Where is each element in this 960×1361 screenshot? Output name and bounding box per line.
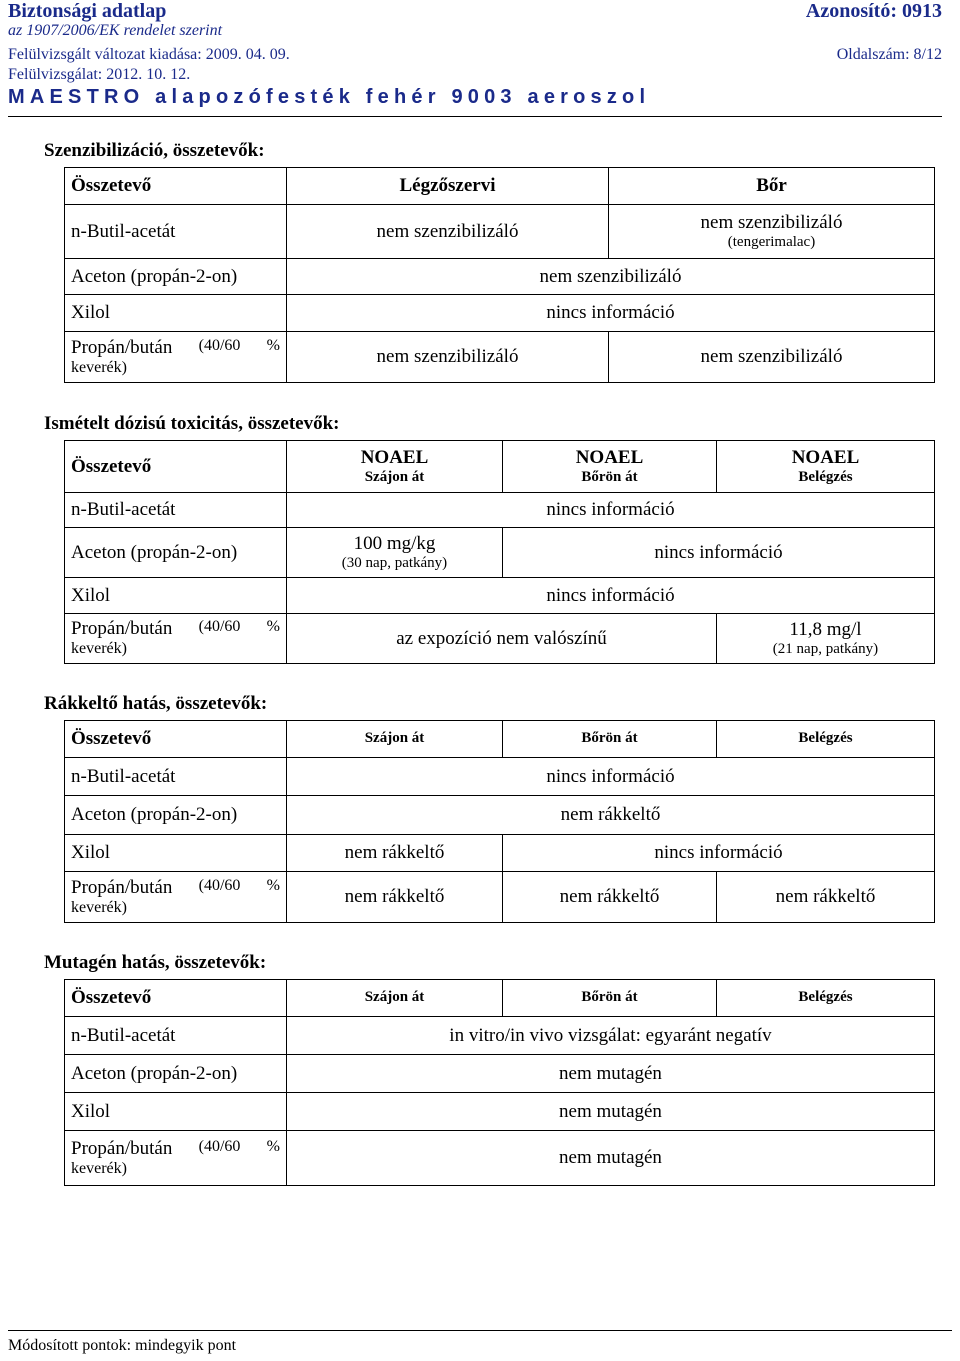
merged-value: nem mutagén	[287, 1055, 935, 1093]
col-respiratory: Légzőszervi	[287, 168, 609, 205]
component-name	[65, 332, 287, 383]
inhalation-note: (21 nap, patkány)	[772, 640, 879, 657]
merged-value: nincs információ	[287, 295, 935, 332]
component-name: Aceton (propán-2-on)	[65, 528, 287, 578]
merged-value: nem mutagén	[287, 1093, 935, 1131]
table-row	[65, 796, 935, 835]
merged-value: nem szenzibilizáló	[287, 259, 935, 295]
oral-value	[287, 528, 503, 578]
merged-value: az expozíció nem valószínű	[287, 614, 717, 664]
repeated-dose-table	[64, 440, 935, 664]
col-dermal: Bőrön át	[503, 721, 717, 758]
component-name	[65, 1131, 287, 1186]
table-row	[65, 1131, 935, 1186]
name-part: keverék)	[71, 898, 127, 916]
table-row	[65, 1093, 935, 1131]
footer-note: Módosított pontok: mindegyik pont	[8, 1337, 237, 1354]
table-header-row	[65, 168, 935, 205]
component-name: n-Butil-acetát	[65, 1017, 287, 1055]
mutagenic-title: Mutagén hatás, összetevők:	[44, 952, 267, 973]
table-row	[65, 205, 935, 259]
name-part: Propán/bután	[71, 1137, 173, 1159]
name-part: (40/60	[198, 876, 241, 894]
carcinogenic-title: Rákkeltő hatás, összetevők:	[44, 693, 268, 714]
respiratory-value: nem szenzibilizáló	[287, 205, 609, 259]
name-part: Propán/bután	[71, 876, 173, 898]
sensitization-title: Szenzibilizáció, összetevők:	[44, 140, 265, 161]
table-row	[65, 295, 935, 332]
col-dermal-route: Bőrön át	[581, 468, 638, 485]
merged-value: nem rákkeltő	[287, 796, 935, 835]
col-component: Összetevő	[65, 168, 287, 205]
table-row	[65, 758, 935, 796]
name-part: (40/60	[198, 1137, 241, 1155]
skin-note: (tengerimalac)	[727, 233, 816, 250]
col-dermal: Bőrön át	[503, 980, 717, 1017]
name-part: (40/60	[198, 618, 241, 636]
page-number: Oldalszám: 8/12	[836, 46, 942, 63]
table-row	[65, 528, 935, 578]
oral-result: 100 mg/kg	[353, 532, 436, 554]
dermal-value: nem rákkeltő	[503, 872, 717, 923]
col-oral: Szájon át	[287, 721, 503, 758]
col-skin: Bőr	[609, 168, 935, 205]
name-part: keverék)	[71, 640, 127, 658]
table-row	[65, 259, 935, 295]
merged-value: nem mutagén	[287, 1131, 935, 1186]
name-part: Propán/bután	[71, 336, 173, 358]
name-part: %	[266, 336, 280, 354]
table-row	[65, 1055, 935, 1093]
doc-title: Biztonsági adatlap	[8, 0, 167, 22]
col-oral	[287, 441, 503, 493]
col-inhalation-route: Belégzés	[798, 468, 853, 485]
name-part: %	[266, 1137, 280, 1155]
component-name: Xilol	[65, 1093, 287, 1131]
component-name: Xilol	[65, 578, 287, 614]
carcinogenic-table	[64, 720, 935, 923]
doc-id: Azonosító: 0913	[805, 0, 942, 22]
sensitization-table	[64, 167, 935, 383]
merged-value: nincs információ	[287, 578, 935, 614]
header-divider	[8, 116, 942, 117]
oral-note: (30 nap, patkány)	[341, 554, 448, 571]
component-name: n-Butil-acetát	[65, 493, 287, 528]
component-name: Aceton (propán-2-on)	[65, 259, 287, 295]
merged-value: nincs információ	[287, 493, 935, 528]
respiratory-value: nem szenzibilizáló	[287, 332, 609, 383]
table-row	[65, 614, 935, 664]
component-name: Aceton (propán-2-on)	[65, 796, 287, 835]
table-row	[65, 332, 935, 383]
name-part: keverék)	[71, 1159, 127, 1177]
col-oral-label: NOAEL	[360, 446, 429, 468]
name-part: %	[266, 876, 280, 894]
component-name: Xilol	[65, 835, 287, 872]
skin-value: nem szenzibilizáló	[609, 332, 935, 383]
merged-value: nincs információ	[503, 528, 935, 578]
col-oral-route: Szájon át	[364, 468, 425, 485]
footer-divider	[8, 1330, 952, 1331]
component-name: Xilol	[65, 295, 287, 332]
table-row	[65, 835, 935, 872]
component-name: n-Butil-acetát	[65, 205, 287, 259]
col-oral: Szájon át	[287, 980, 503, 1017]
component-name	[65, 872, 287, 923]
inhalation-value: nem rákkeltő	[717, 872, 935, 923]
col-inhalation: Belégzés	[717, 721, 935, 758]
col-component: Összetevő	[65, 441, 287, 493]
col-component: Összetevő	[65, 721, 287, 758]
merged-value: in vitro/in vivo vizsgálat: egyaránt negatív	[287, 1017, 935, 1055]
col-dermal	[503, 441, 717, 493]
repeated-dose-title: Ismételt dózisú toxicitás, összetevők:	[44, 413, 340, 434]
table-header-row	[65, 721, 935, 758]
table-header-row	[65, 441, 935, 493]
product-name: MAESTRO alapozófesték fehér 9003 aeroszol	[8, 86, 651, 108]
revision-issue: Felülvizsgált változat kiadása: 2009. 04. 09.	[8, 46, 290, 63]
col-dermal-label: NOAEL	[575, 446, 644, 468]
component-name	[65, 614, 287, 664]
name-part: %	[266, 618, 280, 636]
name-part: keverék)	[71, 358, 127, 376]
name-part: (40/60	[198, 336, 241, 354]
col-inhalation-label: NOAEL	[791, 446, 860, 468]
doc-regulation: az 1907/2006/EK rendelet szerint	[8, 22, 223, 39]
skin-value	[609, 205, 935, 259]
table-row	[65, 1017, 935, 1055]
mutagenic-table	[64, 979, 935, 1186]
name-part: Propán/bután	[71, 618, 173, 640]
merged-value: nincs információ	[503, 835, 935, 872]
col-inhalation: Belégzés	[717, 980, 935, 1017]
table-row	[65, 493, 935, 528]
table-row	[65, 872, 935, 923]
component-name: n-Butil-acetát	[65, 758, 287, 796]
merged-value: nincs információ	[287, 758, 935, 796]
revision-date: Felülvizsgálat: 2012. 10. 12.	[8, 66, 191, 83]
inhalation-value	[717, 614, 935, 664]
col-component: Összetevő	[65, 980, 287, 1017]
inhalation-result: 11,8 mg/l	[789, 618, 862, 640]
table-row	[65, 578, 935, 614]
component-name: Aceton (propán-2-on)	[65, 1055, 287, 1093]
table-header-row	[65, 980, 935, 1017]
oral-value: nem rákkeltő	[287, 835, 503, 872]
oral-value: nem rákkeltő	[287, 872, 503, 923]
skin-result: nem szenzibilizáló	[700, 211, 843, 233]
col-inhalation	[717, 441, 935, 493]
